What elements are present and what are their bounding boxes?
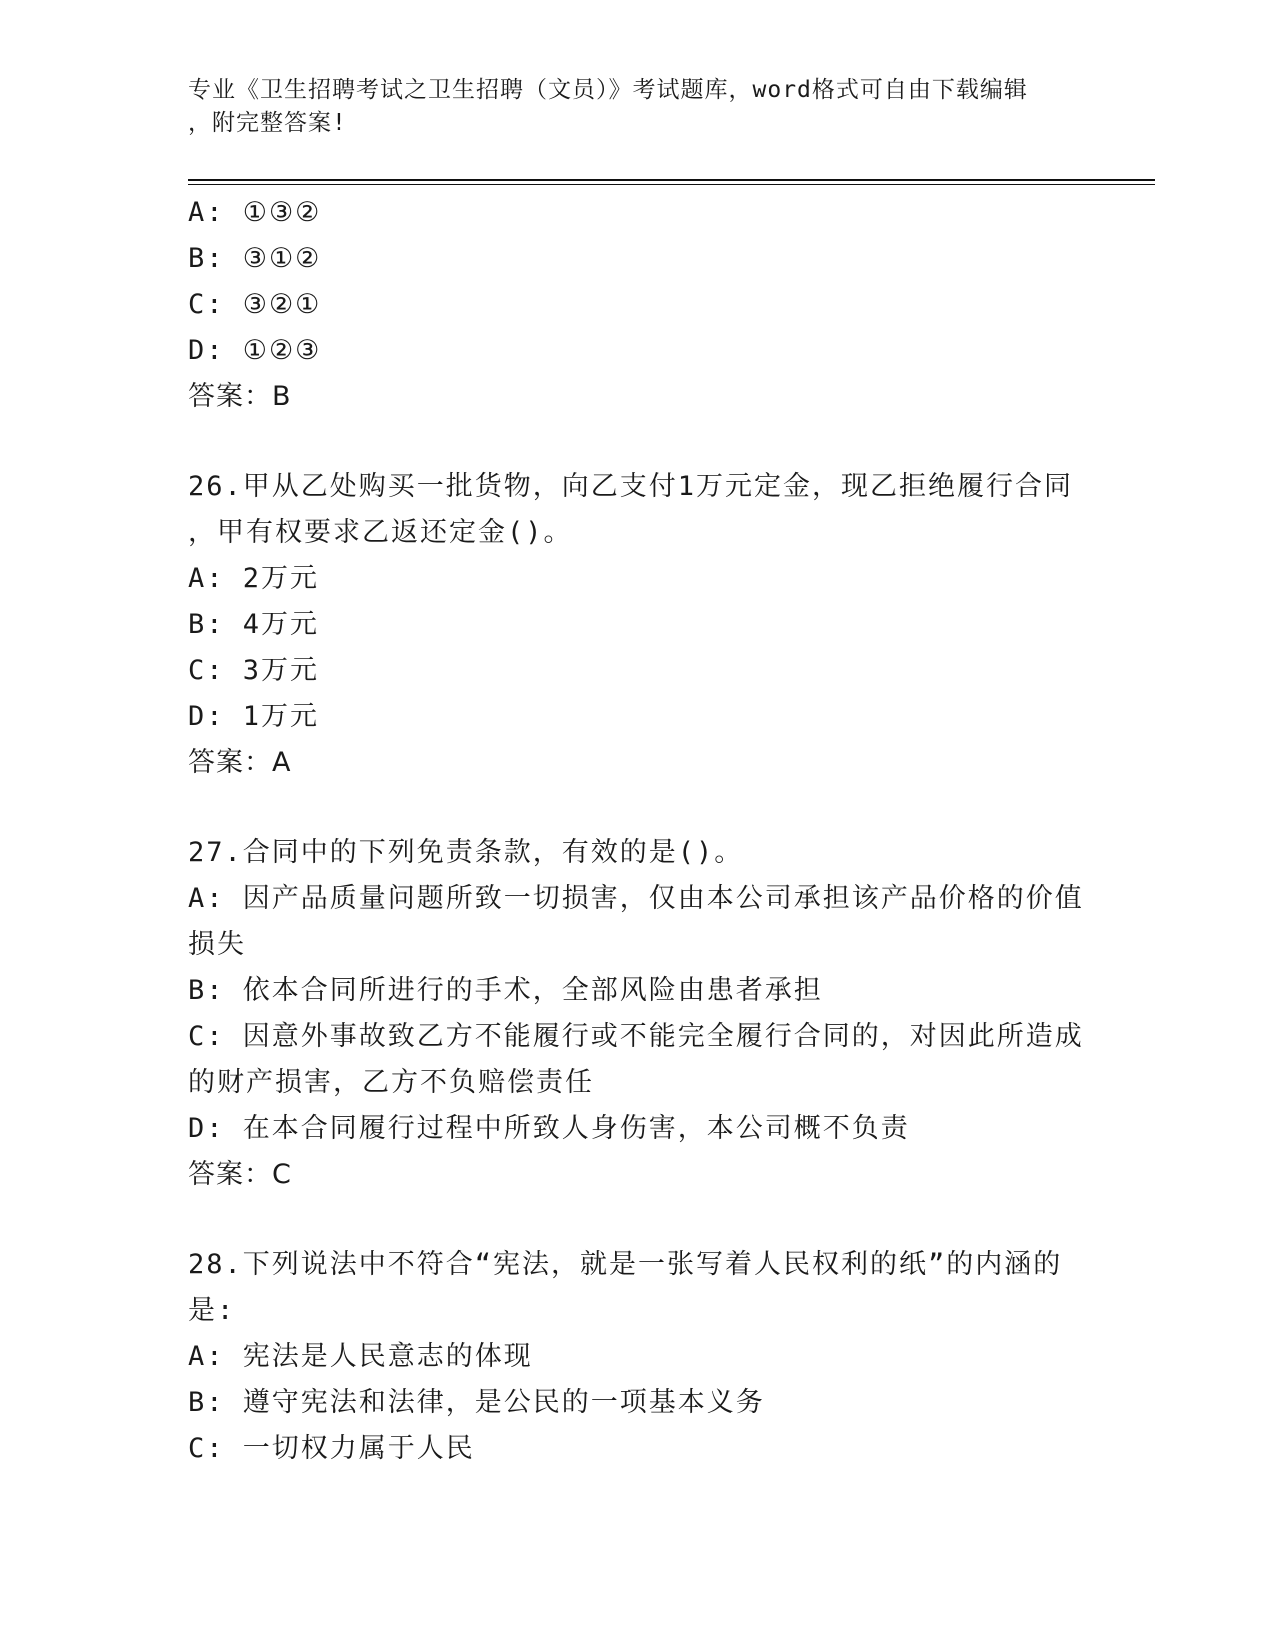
option-a: A: ①③②	[188, 197, 322, 228]
answer-line: 答案：C	[188, 1159, 292, 1190]
question-28	[188, 1242, 1088, 1472]
option-a-line-2: 损失	[188, 929, 246, 960]
question-stem-line-2: 是:	[188, 1295, 236, 1326]
question-26	[188, 464, 1088, 786]
option-d: D: 在本合同履行过程中所致人身伤害，本公司概不负责	[188, 1113, 910, 1144]
option-a: A: 2万元	[188, 563, 320, 594]
option-c-line-1: C: 因意外事故致乙方不能履行或不能完全履行合同的，对因此所造成	[188, 1021, 1084, 1052]
option-c-line-2: 的财产损害，乙方不负赔偿责任	[188, 1067, 594, 1098]
option-c: C: 3万元	[188, 655, 320, 686]
question-27	[188, 830, 1088, 1198]
question-list	[188, 190, 1088, 1472]
header-rule-thick	[188, 179, 1155, 181]
answer-line: 答案：B	[188, 381, 292, 412]
question-25	[188, 190, 1088, 420]
question-stem-line-1: 26.甲从乙处购买一批货物，向乙支付1万元定金，现乙拒绝履行合同	[188, 471, 1074, 502]
document-header	[188, 74, 1068, 140]
answer-line: 答案：A	[188, 747, 292, 778]
option-d: D: 1万元	[188, 701, 320, 732]
option-c: C: ③②①	[188, 289, 322, 320]
option-b: B: 4万元	[188, 609, 320, 640]
header-rule-thin	[188, 184, 1155, 185]
option-b: B: ③①②	[188, 243, 322, 274]
header-line-2: ，附完整答案!	[188, 110, 347, 136]
question-stem-line-2: ，甲有权要求乙返还定金()。	[188, 517, 573, 548]
question-stem: 27.合同中的下列免责条款，有效的是()。	[188, 837, 744, 868]
option-a-line-1: A: 因产品质量问题所致一切损害，仅由本公司承担该产品价格的价值	[188, 883, 1084, 914]
option-d: D: ①②③	[188, 335, 322, 366]
option-b: B: 遵守宪法和法律，是公民的一项基本义务	[188, 1387, 765, 1418]
option-c: C: 一切权力属于人民	[188, 1433, 475, 1464]
question-stem-line-1: 28.下列说法中不符合“宪法，就是一张写着人民权利的纸”的内涵的	[188, 1249, 1063, 1280]
header-line-1: 专业《卫生招聘考试之卫生招聘（文员）》考试题库，word格式可自由下载编辑	[188, 77, 1028, 103]
option-a: A: 宪法是人民意志的体现	[188, 1341, 533, 1372]
option-b: B: 依本合同所进行的手术，全部风险由患者承担	[188, 975, 823, 1006]
